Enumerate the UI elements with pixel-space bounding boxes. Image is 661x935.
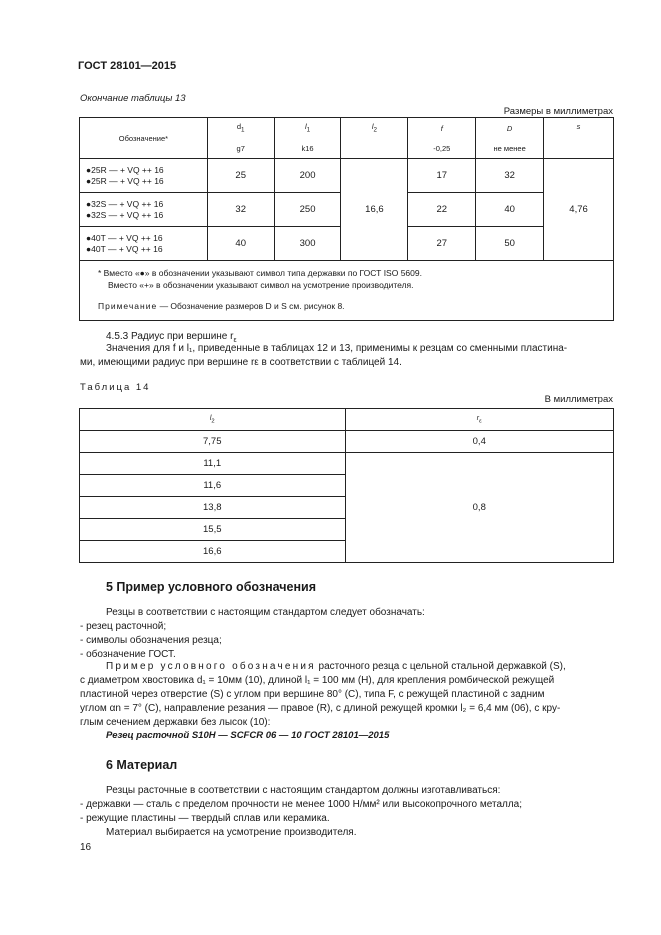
- col-l1: $l_1$: [274, 118, 341, 139]
- table13-units: Размеры в миллиметрах: [503, 106, 613, 117]
- col-l1-tol: k16: [274, 138, 341, 159]
- table13-caption: Окончание таблицы 13: [80, 93, 186, 104]
- col-designation: Обозначение*: [80, 118, 208, 159]
- table-14: [79, 408, 614, 563]
- section-5-heading: 5 Пример условного обозначения: [106, 580, 317, 594]
- footnote-1: * Вместо «●» в обозначении указывают символ типа державки по ГОСТ ISO 5609.: [98, 268, 422, 278]
- col-r: $r_\varepsilon$: [345, 409, 614, 431]
- col-D: D: [476, 118, 544, 139]
- section-6-text-1: Резцы расточные в соответствии с настоящим стандартом должны изготавливаться:: [106, 785, 501, 796]
- table14-caption: Таблица 14: [80, 382, 151, 393]
- cell-l2: 16,6: [341, 159, 408, 261]
- col-s: s: [544, 118, 614, 159]
- section-6-text-3: - режущие пластины — твердый сплав или керамика.: [80, 813, 330, 824]
- section-4-5-3-text-2: ми, имеющими радиус при вершине rε в соответствии с таблицей 14.: [80, 357, 402, 368]
- row-designation: ●40T — + VQ ++ 16 ●40T — + VQ ++ 16: [80, 227, 208, 261]
- page-number: 16: [80, 842, 92, 853]
- cell-D: 32: [476, 159, 544, 193]
- cell-r: 0,4: [345, 431, 614, 453]
- table-13: [79, 117, 614, 321]
- cell-l2: 7,75: [80, 431, 346, 453]
- col-f: f: [408, 118, 476, 139]
- section-6-heading: 6 Материал: [106, 758, 178, 772]
- cell-D: 50: [476, 227, 544, 261]
- example-designation: Резец расточной S10H — SCFCR 06 — 10 ГОСТ 28101—2015: [106, 730, 390, 741]
- col-d1-tol: g7: [207, 138, 274, 159]
- example-line-1: Пример условного обозначения расточного резца с цельной стальной державкой (S),: [106, 661, 566, 672]
- table13-notes: [80, 261, 614, 321]
- cell-r: 0,8: [345, 453, 614, 563]
- cell-f: 22: [408, 193, 476, 227]
- section-4-5-3-heading: 4.5.3 Радиус при вершине $r_\varepsilon$: [106, 331, 237, 344]
- section-4-5-3-text-1: Значения для f и l₁, приведенные в таблицах 12 и 13, применимы к резцам со сменными пластина-: [106, 343, 568, 354]
- section-5-intro: Резцы в соответствии с настоящим стандартом следует обозначать:: [106, 607, 425, 618]
- cell-d1: 40: [207, 227, 274, 261]
- cell-D: 40: [476, 193, 544, 227]
- cell-f: 17: [408, 159, 476, 193]
- cell-l2: 13,8: [80, 497, 346, 519]
- cell-d1: 32: [207, 193, 274, 227]
- example-line-4: углом αn = 7° (C), направление резания — правое (R), с длиной режущей кромки l₂ = 6,4 мм (06), с кру-: [80, 703, 561, 714]
- col-d1: $d_1$: [207, 118, 274, 139]
- cell-l2: 15,5: [80, 519, 346, 541]
- cell-l2: 16,6: [80, 541, 346, 563]
- cell-l2: 11,1: [80, 453, 346, 475]
- page-header: ГОСТ 28101—2015: [78, 60, 177, 72]
- cell-l1: 250: [274, 193, 341, 227]
- table13-note: Примечание — Обозначение размеров D и S см. рисунок 8.: [98, 301, 345, 311]
- table14-units: В миллиметрах: [544, 394, 613, 405]
- list-item: - резец расточной;: [80, 621, 167, 632]
- section-6-text-2: - державки — сталь с пределом прочности не менее 1000 Н/мм² или высокопрочного металла;: [80, 799, 523, 810]
- col-l2: $l_2$: [80, 409, 346, 431]
- row-designation: ●32S — + VQ ++ 16 ●32S — + VQ ++ 16: [80, 193, 208, 227]
- example-line-2: с диаметром хвостовика d₁ = 10мм (10), длиной l₁ = 100 мм (H), для крепления ромбической режущей: [80, 675, 555, 686]
- col-l2: $l_2$: [341, 118, 408, 159]
- col-f-tol: -0,25: [408, 138, 476, 159]
- list-item: - обозначение ГОСТ.: [80, 649, 176, 660]
- row-designation: ●25R — + VQ ++ 16 ●25R — + VQ ++ 16: [80, 159, 208, 193]
- section-6-text-4: Материал выбирается на усмотрение производителя.: [106, 827, 357, 838]
- cell-s: 4,76: [544, 159, 614, 261]
- example-line-5: глым сечением державки без лысок (10):: [80, 717, 271, 728]
- col-D-tol: не менее: [476, 138, 544, 159]
- footnote-2: Вместо «+» в обозначении указывают символ на усмотрение производителя.: [108, 280, 414, 290]
- cell-l2: 11,6: [80, 475, 346, 497]
- cell-f: 27: [408, 227, 476, 261]
- cell-l1: 200: [274, 159, 341, 193]
- cell-l1: 300: [274, 227, 341, 261]
- cell-d1: 25: [207, 159, 274, 193]
- list-item: - символы обозначения резца;: [80, 635, 222, 646]
- example-line-3: пластиной через отверстие (S) с углом при вершине 80° (C), типа F, с режущей пластиной с задним: [80, 689, 545, 700]
